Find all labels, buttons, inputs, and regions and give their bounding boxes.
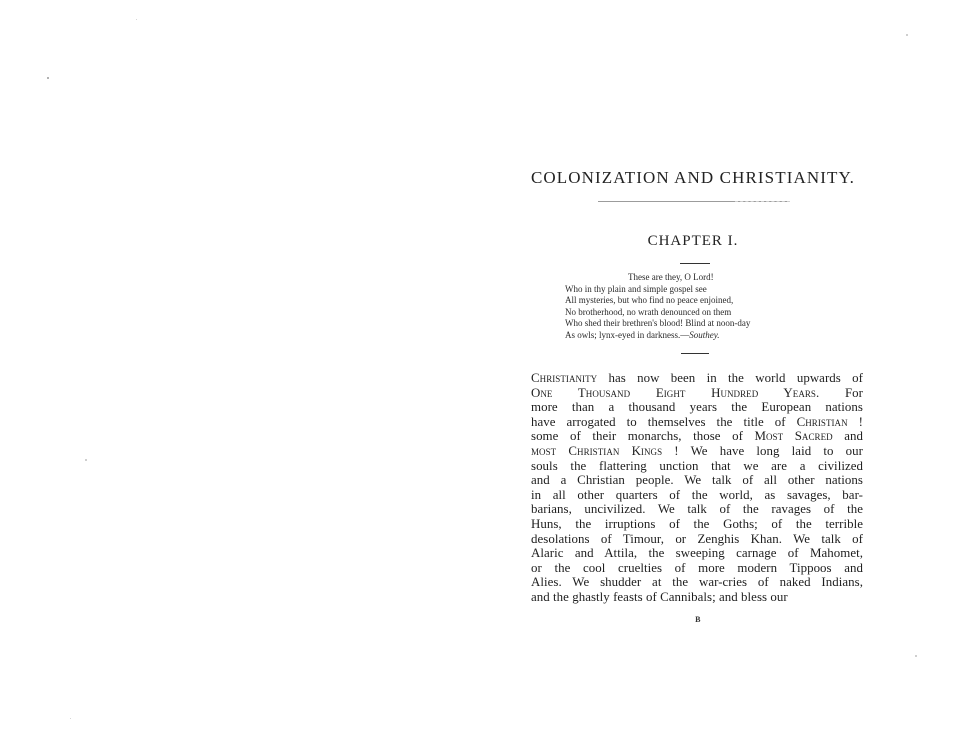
scan-speck <box>85 459 87 461</box>
text-line: in all other quarters of the world, as savages, bar- <box>531 487 863 502</box>
chapter-heading: CHAPTER I. <box>647 233 739 249</box>
text-span: ! We have long laid to our <box>662 443 863 458</box>
epigraph-attribution: Southey. <box>689 329 720 340</box>
epigraph-line: As owls; lynx-eyed in darkness.— <box>565 329 690 340</box>
text-line: barians, uncivilized. We talk of the ravages of the <box>531 502 863 517</box>
text-line: desolations of Timour, or Zenghis Khan. We talk of <box>531 531 863 546</box>
scan-speck <box>915 655 917 657</box>
text-span: has now been in the world upwards of <box>597 371 863 385</box>
text-span: have arrogated to themselves the title of <box>531 414 797 429</box>
scan-speck <box>70 718 71 719</box>
epigraph-rule <box>681 353 709 354</box>
scan-speck <box>906 34 908 36</box>
emphasis-christian: Christian <box>796 414 848 429</box>
text-span <box>819 386 845 400</box>
emphasis-christian-kings: most Christian Kings <box>531 443 663 458</box>
epigraph-last-line <box>565 330 865 342</box>
emphasis-christianity: Christianity <box>531 371 598 385</box>
text-line: or the cool cruelties of more modern Tippoos and <box>531 560 863 575</box>
text-line: souls the flattering unction that we are a civilized <box>531 458 863 473</box>
scan-speck <box>136 19 137 20</box>
text-span: For <box>844 385 863 400</box>
text-span: some of their monarchs, those of <box>531 429 755 444</box>
text-line <box>531 371 863 386</box>
signature-mark: B <box>695 615 701 624</box>
emphasis-years: One Thousand Eight Hundred Years. <box>531 385 820 400</box>
text-line: Alies. We shudder at the war-cries of naked Indians, <box>531 575 863 590</box>
chapter-rule <box>680 263 710 264</box>
body-paragraph <box>531 371 863 605</box>
page-title: COLONIZATION AND CHRISTIANITY. <box>530 168 856 187</box>
epigraph-line: Who in thy plain and simple gospel see <box>565 283 707 294</box>
text-line <box>531 444 863 459</box>
epigraph-line: Who shed their brethren's blood! Blind at noon-day <box>565 318 751 329</box>
text-span: and <box>832 429 863 444</box>
text-span: ! <box>847 414 864 429</box>
text-line <box>531 386 863 401</box>
emphasis-most-sacred: Most Sacred <box>754 429 833 444</box>
epigraph-line: These are they, O Lord! <box>628 272 714 282</box>
epigraph-line: All mysteries, but who find no peace enjoined, <box>565 295 734 306</box>
text-line: and the ghastly feasts of Cannibals; and bless our <box>531 589 788 604</box>
epigraph-line: No brotherhood, no wrath denounced on them <box>565 306 732 317</box>
epigraph <box>565 272 865 342</box>
text-line <box>531 429 863 444</box>
title-rule-fade <box>735 201 790 202</box>
scan-speck <box>47 77 49 79</box>
text-line: more than a thousand years the European nations <box>531 400 863 415</box>
text-line: Alaric and Attila, the sweeping carnage of Mahomet, <box>531 546 863 561</box>
text-line: Huns, the irruptions of the Goths; of the terrible <box>531 516 863 531</box>
text-line <box>531 415 863 430</box>
text-line: and a Christian people. We talk of all other nations <box>531 473 863 488</box>
